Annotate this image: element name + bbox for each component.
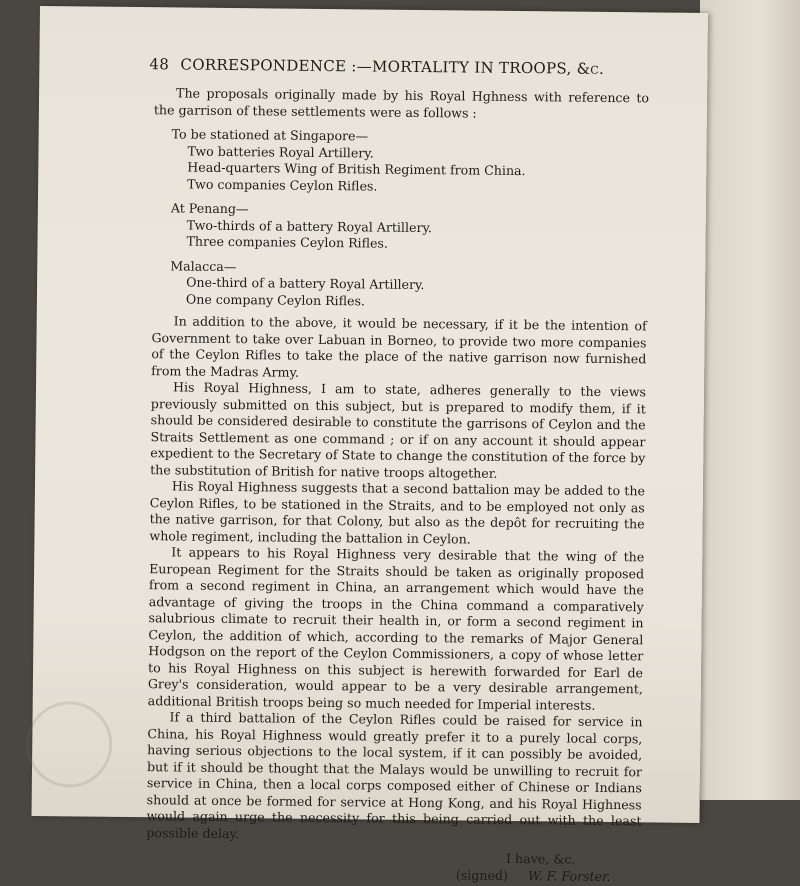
page-title: CORRESPONDENCE :—MORTALITY IN TROOPS, &c. [180,55,605,78]
station-heading: At Penang— [170,200,249,217]
station-item: Two-thirds of a battery Royal Artillery. [186,217,433,235]
station-item: Two companies Ceylon Rifles. [187,176,378,194]
body-paragraph: If a third battalion of the Ceylon Rifles could be raised for service in China, his Royal Highness would greatly prefer it to a purely local corps, having serious objections to the local system, if it can possibly be avoided, but if it should be thought that the Malays would be unwilling to recruit for service in China, then a local corps composed either of Chinese or Indians should at once be formed for service at Hong Kong, and his Royal Highness would again urge the necessity for this being carried out with the least possible delay. [146,709,643,841]
station-heading: Malacca— [170,257,237,274]
station-item: Two batteries Royal Artillery. [187,143,374,161]
station-list-malacca [170,258,647,312]
body-paragraph: His Royal Highness, I am to state, adheres generally to the views previously submitted on this subject, but is prepared to modify them, if it should be considered desirable to constitute the garrisons of Ceylon and the Straits Settlement as one command ; or if on any account it should appear expedient to the Secretary of State to change the constitution of the force by the substitution of British for native troops altogether. [150,379,647,481]
station-item: One-third of a battery Royal Artillery. [186,274,425,293]
signature: W. F. Forster. [527,867,611,884]
station-heading: To be stationed at Singapore— [171,126,369,144]
station-item: Head-quarters Wing of British Regiment from China. [187,159,526,179]
station-item: One company Ceylon Rifles. [185,291,366,308]
closing-block [146,847,641,885]
closing-salutation: I have, &c. [506,850,576,867]
intro-paragraph: The proposals originally made by his Royal Hghness with reference to the garrison of these settlements were as follows : [153,85,650,121]
body-paragraph: His Royal Highness suggests that a second battalion may be added to the Ceylon Rifles, to be stationed in the Straits, and to be employed not only as the native garrison, for that Colony, but also as the depôt for recruiting the whole regiment, including the battalion in Ceylon. [149,478,646,547]
signed-label: (signed) [455,866,509,883]
facing-page [700,0,800,800]
letter-body [146,85,649,885]
body-paragraph: It appears to his Royal Highness very desirable that the wing of the European Regiment for the Straits should be taken as originally proposed from a second regiment in China, an arrangement which would have the advantage of giving the troops in the China command a comparatively salubrious climate to recruit their health in, or form a second regiment in Ceylon, the addition of which, according to the remarks of Major General Hodgson on the report of the Ceylon Commissioners, a copy of whose letter to his Royal Highness on this subject is herewith forwarded for Earl de Grey's consideration, would appear to be a very desirable arrangement, additional British troops being so much needed for Imperial interests. [147,544,645,713]
document-page [32,6,708,884]
station-list-penang [170,200,647,254]
page-number: 48 [149,55,170,74]
station-list-singapore [171,126,649,197]
body-paragraph: In addition to the above, it would be necessary, if it be the intention of Government to take over Labuan in Borneo, to provide two more companies of the Ceylon Rifles to take the place of the native garrison now furnished from the Madras Army. [151,313,647,380]
station-item: Three companies Ceylon Rifles. [186,233,389,251]
signature-line [456,867,641,885]
page-header [149,55,669,78]
library-stamp [26,701,113,788]
